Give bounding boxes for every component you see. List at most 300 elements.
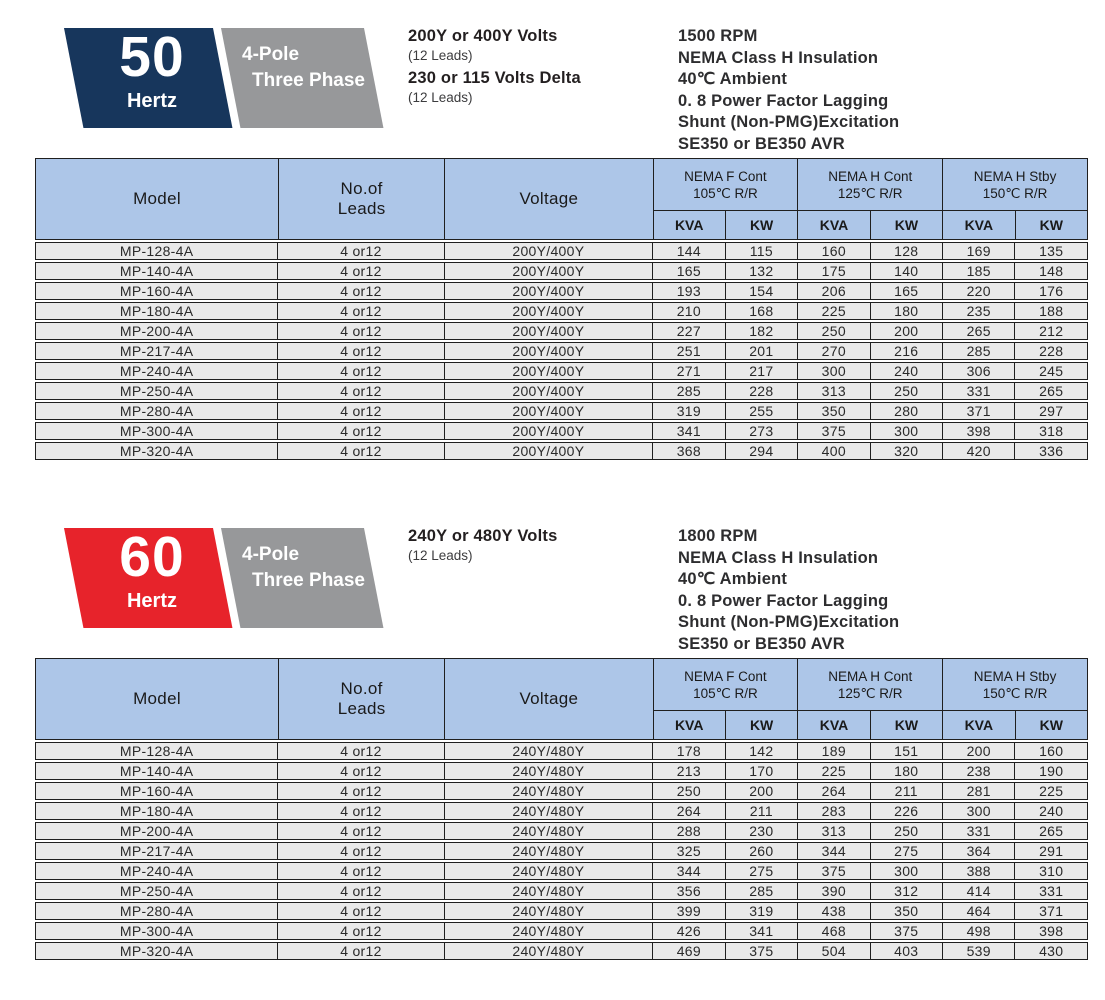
value-cell: 200Y/400Y [445,302,654,320]
value-cell: 288 [653,822,725,840]
value-cell: 265 [943,322,1015,340]
frequency-value: 60 [119,525,185,589]
value-cell: 250 [653,782,725,800]
voltage-heading: 240Y or 480Y Volts [408,527,558,545]
model-cell: MP-160-4A [35,782,278,800]
value-cell: 265 [1015,822,1088,840]
table-row [35,762,1088,780]
value-cell: 273 [726,422,798,440]
pole-label: 4-Pole [242,44,300,65]
value-cell: 200 [871,322,943,340]
value-cell: 240Y/480Y [445,882,654,900]
value-cell: 300 [943,802,1015,820]
value-cell: 285 [726,882,798,900]
header-group-nema-h-stby [943,659,1088,711]
value-cell: 250 [871,382,943,400]
value-cell: 255 [726,402,798,420]
value-cell: 313 [798,382,870,400]
header-cell-kva: KVA [798,211,870,240]
value-cell: 225 [798,762,870,780]
spec-line: SE350 or BE350 AVR [678,634,845,653]
value-cell: 371 [943,402,1015,420]
ratings-table-body [35,240,1088,462]
value-cell: 200 [726,782,798,800]
value-cell: 132 [726,262,798,280]
group-label-line2: 105℃ R/R [693,685,758,701]
value-cell: 504 [798,942,870,960]
value-cell: 217 [726,362,798,380]
value-cell: 375 [798,422,870,440]
value-cell: 176 [1015,282,1088,300]
pole-phase-label [242,542,365,594]
value-cell: 175 [798,262,870,280]
value-cell: 264 [653,802,725,820]
value-cell: 438 [798,902,870,920]
phase-label: Three Phase [252,70,365,91]
value-cell: 4 or12 [278,382,444,400]
value-cell: 4 or12 [278,822,444,840]
value-cell: 240Y/480Y [445,742,654,760]
specs-block [678,526,899,655]
value-cell: 235 [943,302,1015,320]
table-row [35,862,1088,880]
value-cell: 140 [871,262,943,280]
header-cell-kva: KVA [653,211,725,240]
spec-line: SE350 or BE350 AVR [678,134,845,153]
value-cell: 169 [943,242,1015,260]
model-cell: MP-217-4A [35,842,278,860]
model-cell: MP-160-4A [35,282,278,300]
value-cell: 4 or12 [278,742,444,760]
value-cell: 210 [653,302,725,320]
value-cell: 426 [653,922,725,940]
value-cell: 240Y/480Y [445,762,654,780]
value-cell: 200Y/400Y [445,242,654,260]
header-cell-kva: KVA [798,711,870,740]
header-cell-kw: KW [870,711,942,740]
value-cell: 399 [653,902,725,920]
table-row [35,822,1088,840]
value-cell: 165 [653,262,725,280]
table-row [35,322,1088,340]
value-cell: 306 [943,362,1015,380]
specs-block [678,26,899,155]
value-cell: 151 [871,742,943,760]
value-cell: 4 or12 [278,322,444,340]
value-cell: 240Y/480Y [445,842,654,860]
group-label-line2: 150℃ R/R [982,185,1048,201]
value-cell: 285 [653,382,725,400]
value-cell: 275 [871,842,943,860]
value-cell: 182 [726,322,798,340]
value-cell: 331 [943,822,1015,840]
voltage-block [408,526,557,568]
table-row [35,402,1088,420]
section-header-50hz [0,25,1105,153]
value-cell: 142 [726,742,798,760]
ratings-table-60hz [35,658,1088,962]
value-cell: 4 or12 [278,242,444,260]
value-cell: 350 [798,402,870,420]
value-cell: 185 [943,262,1015,280]
header-leads-line1: No.of [340,179,383,198]
spec-line: 0. 8 Power Factor Lagging [678,91,889,110]
value-cell: 180 [871,302,943,320]
value-cell: 331 [943,382,1015,400]
value-cell: 180 [871,762,943,780]
value-cell: 240Y/480Y [445,802,654,820]
header-cell-kw: KW [725,211,797,240]
value-cell: 228 [1015,342,1088,360]
value-cell: 4 or12 [278,862,444,880]
header-group-nema-f-cont [653,159,798,211]
value-cell: 375 [726,942,798,960]
model-cell: MP-320-4A [35,942,278,960]
value-cell: 388 [943,862,1015,880]
ratings-table-header [35,658,1088,740]
value-cell: 283 [798,802,870,820]
value-cell: 206 [798,282,870,300]
group-label-line1: NEMA H Stby [973,668,1057,684]
value-cell: 200Y/400Y [445,282,654,300]
group-label-line1: NEMA F Cont [684,168,767,184]
header-cell-kva: KVA [943,211,1015,240]
value-cell: 228 [726,382,798,400]
value-cell: 212 [1015,322,1088,340]
table-row [35,422,1088,440]
value-cell: 4 or12 [278,882,444,900]
value-cell: 4 or12 [278,262,444,280]
value-cell: 160 [1015,742,1088,760]
model-cell: MP-300-4A [35,422,278,440]
model-cell: MP-180-4A [35,802,278,820]
value-cell: 313 [798,822,870,840]
value-cell: 320 [871,442,943,460]
value-cell: 216 [871,342,943,360]
value-cell: 398 [1015,922,1088,940]
value-cell: 4 or12 [278,902,444,920]
header-group-nema-h-cont [798,659,943,711]
model-cell: MP-240-4A [35,362,278,380]
value-cell: 225 [1015,782,1088,800]
header-cell-kw: KW [870,211,942,240]
table-row [35,942,1088,960]
value-cell: 144 [653,242,725,260]
value-cell: 240 [1015,802,1088,820]
value-cell: 271 [653,362,725,380]
value-cell: 300 [871,422,943,440]
table-row [35,902,1088,920]
pole-phase-label [242,42,365,94]
header-cell-kw: KW [1015,711,1087,740]
leads-note: (12 Leads) [408,48,473,63]
header-cell-model: Model [36,659,279,740]
header-cell-voltage: Voltage [445,159,653,240]
value-cell: 319 [726,902,798,920]
header-leads-line2: Leads [337,699,386,718]
model-cell: MP-128-4A [35,742,278,760]
model-cell: MP-140-4A [35,262,278,280]
value-cell: 318 [1015,422,1088,440]
value-cell: 240Y/480Y [445,902,654,920]
value-cell: 190 [1015,762,1088,780]
value-cell: 285 [943,342,1015,360]
model-cell: MP-200-4A [35,822,278,840]
value-cell: 4 or12 [278,842,444,860]
value-cell: 211 [871,782,943,800]
value-cell: 115 [726,242,798,260]
value-cell: 168 [726,302,798,320]
group-label-line2: 125℃ R/R [837,185,903,201]
value-cell: 165 [871,282,943,300]
value-cell: 4 or12 [278,922,444,940]
value-cell: 469 [653,942,725,960]
model-cell: MP-250-4A [35,382,278,400]
value-cell: 128 [871,242,943,260]
table-row [35,842,1088,860]
model-cell: MP-128-4A [35,242,278,260]
phase-label: Three Phase [252,570,365,591]
value-cell: 200Y/400Y [445,442,654,460]
value-cell: 225 [798,302,870,320]
value-cell: 336 [1015,442,1088,460]
value-cell: 312 [871,882,943,900]
value-cell: 403 [871,942,943,960]
pole-label: 4-Pole [242,544,300,565]
value-cell: 211 [726,802,798,820]
group-label-line2: 125℃ R/R [837,685,903,701]
header-group-nema-h-stby [943,159,1088,211]
model-cell: MP-217-4A [35,342,278,360]
value-cell: 240Y/480Y [445,782,654,800]
value-cell: 275 [726,862,798,880]
value-cell: 281 [943,782,1015,800]
value-cell: 294 [726,442,798,460]
header-cell-model: Model [36,159,279,240]
value-cell: 240Y/480Y [445,942,654,960]
ratings-table-body [35,740,1088,962]
value-cell: 251 [653,342,725,360]
frequency-badge-group [64,525,394,628]
table-row [35,282,1088,300]
table-row [35,362,1088,380]
voltage-block [408,26,581,110]
header-cell-kva: KVA [943,711,1015,740]
value-cell: 4 or12 [278,422,444,440]
value-cell: 371 [1015,902,1088,920]
spec-line: Shunt (Non-PMG)Excitation [678,613,900,631]
header-leads-line2: Leads [337,199,386,218]
value-cell: 200Y/400Y [445,322,654,340]
value-cell: 280 [871,402,943,420]
value-cell: 148 [1015,262,1088,280]
group-label-line1: NEMA H Cont [828,168,913,184]
value-cell: 189 [798,742,870,760]
value-cell: 364 [943,842,1015,860]
spec-line: 40℃ Ambient [678,70,788,88]
table-row [35,342,1088,360]
value-cell: 4 or12 [278,942,444,960]
value-cell: 260 [726,842,798,860]
value-cell: 420 [943,442,1015,460]
header-cell-kw: KW [725,711,797,740]
value-cell: 200Y/400Y [445,262,654,280]
value-cell: 414 [943,882,1015,900]
table-row [35,922,1088,940]
model-cell: MP-200-4A [35,322,278,340]
value-cell: 135 [1015,242,1088,260]
frequency-unit: Hertz [126,590,177,612]
value-cell: 213 [653,762,725,780]
value-cell: 341 [653,422,725,440]
value-cell: 331 [1015,882,1088,900]
value-cell: 4 or12 [278,782,444,800]
header-cell-kw: KW [1015,211,1087,240]
value-cell: 400 [798,442,870,460]
spec-line: 40℃ Ambient [678,570,788,588]
value-cell: 356 [653,882,725,900]
model-cell: MP-140-4A [35,762,278,780]
value-cell: 390 [798,882,870,900]
table-row [35,382,1088,400]
header-cell-leads [279,159,445,240]
header-cell-leads [279,659,445,740]
group-label-line1: NEMA H Cont [828,668,913,684]
value-cell: 265 [1015,382,1088,400]
leads-note: (12 Leads) [408,548,473,563]
group-label-line2: 150℃ R/R [982,685,1048,701]
value-cell: 226 [871,802,943,820]
value-cell: 375 [798,862,870,880]
ratings-table-50hz [35,158,1088,462]
value-cell: 200Y/400Y [445,342,654,360]
header-group-nema-f-cont [653,659,798,711]
spec-line: 0. 8 Power Factor Lagging [678,591,889,610]
value-cell: 170 [726,762,798,780]
frequency-badge-group [64,25,394,128]
value-cell: 300 [798,362,870,380]
value-cell: 344 [798,842,870,860]
spec-line: 1500 RPM [678,27,758,45]
value-cell: 193 [653,282,725,300]
value-cell: 200Y/400Y [445,362,654,380]
frequency-value: 50 [119,25,185,89]
value-cell: 4 or12 [278,282,444,300]
value-cell: 200Y/400Y [445,382,654,400]
value-cell: 375 [871,922,943,940]
value-cell: 240Y/480Y [445,862,654,880]
spec-line: Shunt (Non-PMG)Excitation [678,113,900,131]
value-cell: 468 [798,922,870,940]
leads-note: (12 Leads) [408,90,473,105]
value-cell: 200Y/400Y [445,422,654,440]
section-header-60hz [0,525,1105,653]
model-cell: MP-300-4A [35,922,278,940]
table-row [35,782,1088,800]
table-row [35,742,1088,760]
frequency-unit: Hertz [126,90,177,112]
value-cell: 178 [653,742,725,760]
value-cell: 154 [726,282,798,300]
model-cell: MP-240-4A [35,862,278,880]
value-cell: 250 [871,822,943,840]
spec-line: NEMA Class H Insulation [678,548,879,567]
value-cell: 220 [943,282,1015,300]
value-cell: 4 or12 [278,342,444,360]
value-cell: 325 [653,842,725,860]
value-cell: 250 [798,322,870,340]
header-group-nema-h-cont [798,159,943,211]
value-cell: 4 or12 [278,302,444,320]
value-cell: 341 [726,922,798,940]
spec-line: NEMA Class H Insulation [678,48,879,67]
value-cell: 4 or12 [278,402,444,420]
value-cell: 201 [726,342,798,360]
voltage-heading: 200Y or 400Y Volts [408,27,558,45]
value-cell: 270 [798,342,870,360]
value-cell: 498 [943,922,1015,940]
value-cell: 297 [1015,402,1088,420]
value-cell: 4 or12 [278,362,444,380]
value-cell: 200 [943,742,1015,760]
value-cell: 368 [653,442,725,460]
group-label-line2: 105℃ R/R [693,185,758,201]
value-cell: 240 [871,362,943,380]
table-row [35,262,1088,280]
model-cell: MP-320-4A [35,442,278,460]
value-cell: 539 [943,942,1015,960]
value-cell: 240Y/480Y [445,822,654,840]
value-cell: 4 or12 [278,442,444,460]
value-cell: 300 [871,862,943,880]
model-cell: MP-180-4A [35,302,278,320]
value-cell: 4 or12 [278,762,444,780]
value-cell: 344 [653,862,725,880]
value-cell: 350 [871,902,943,920]
header-leads-line1: No.of [340,679,383,698]
value-cell: 430 [1015,942,1088,960]
table-row [35,302,1088,320]
value-cell: 227 [653,322,725,340]
ratings-table-header [35,158,1088,240]
group-label-line1: NEMA H Stby [973,168,1057,184]
value-cell: 291 [1015,842,1088,860]
value-cell: 160 [798,242,870,260]
value-cell: 200Y/400Y [445,402,654,420]
table-row [35,442,1088,460]
model-cell: MP-250-4A [35,882,278,900]
voltage-heading: 230 or 115 Volts Delta [408,69,581,87]
value-cell: 245 [1015,362,1088,380]
value-cell: 398 [943,422,1015,440]
header-cell-kva: KVA [653,711,725,740]
value-cell: 240Y/480Y [445,922,654,940]
model-cell: MP-280-4A [35,402,278,420]
value-cell: 188 [1015,302,1088,320]
value-cell: 264 [798,782,870,800]
value-cell: 230 [726,822,798,840]
value-cell: 319 [653,402,725,420]
table-row [35,242,1088,260]
header-cell-voltage: Voltage [445,659,653,740]
value-cell: 238 [943,762,1015,780]
value-cell: 464 [943,902,1015,920]
group-label-line1: NEMA F Cont [684,668,767,684]
spec-line: 1800 RPM [678,527,758,545]
table-row [35,802,1088,820]
model-cell: MP-280-4A [35,902,278,920]
value-cell: 4 or12 [278,802,444,820]
